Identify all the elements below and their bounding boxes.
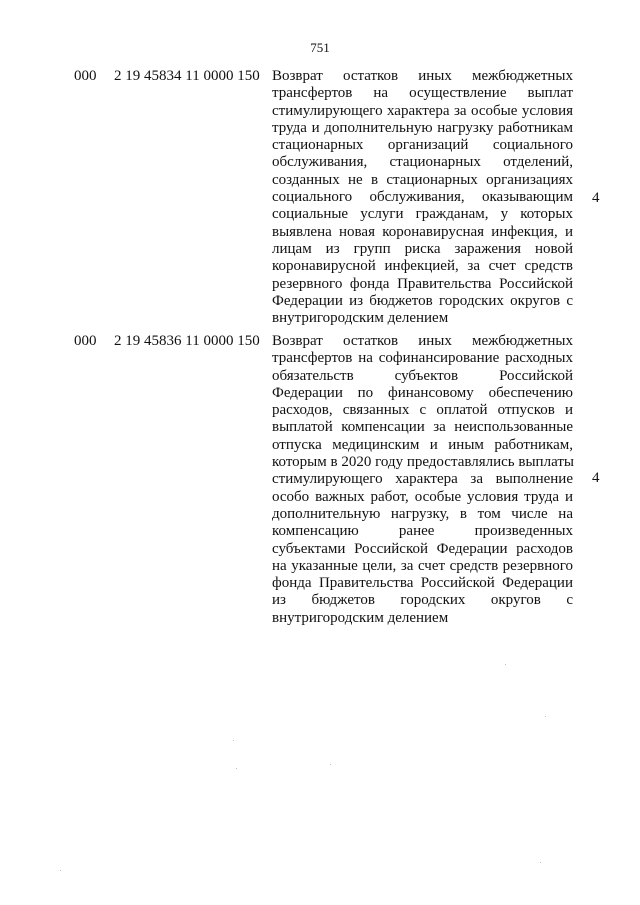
entry-value: 4 xyxy=(592,190,600,206)
scan-speck xyxy=(330,764,331,765)
description-line: Федерации из бюджетов городских округов с xyxy=(272,292,573,309)
description-line: из бюджетов городских округов с xyxy=(272,592,573,609)
description-line: трансфертов на софинансирование расходных xyxy=(272,350,573,367)
description-line: на указанные цели, за счет средств резервного xyxy=(272,557,573,574)
scan-speck xyxy=(505,664,506,665)
description-line: отпуска медицинским и иным работникам, xyxy=(272,436,573,453)
description-line: Возврат остатков иных межбюджетных xyxy=(272,333,573,349)
entry-value: 4 xyxy=(592,470,600,486)
description-line: обязательств субъектов Российской xyxy=(272,367,573,384)
description-line: фонда Правительства Российской Федерации xyxy=(272,575,573,592)
description-line: резервного фонда Правительства Российской xyxy=(272,275,573,292)
entry-description xyxy=(272,333,573,627)
description-line: выявлена новая коронавирусная инфекция, и xyxy=(272,223,573,240)
description-line: стимулирующего характера за выполнение xyxy=(272,471,573,488)
description-line: расходов, связанных с оплатой отпусков и xyxy=(272,402,573,419)
description-line: труда и дополнительную нагрузку работникам xyxy=(272,119,573,136)
description-line: стимулирующего характера за особые условия xyxy=(272,102,573,119)
description-line: субъектами Российской Федерации расходов xyxy=(272,540,573,557)
description-line: обслуживания, стационарных отделений, xyxy=(272,154,573,171)
description-line: Возврат остатков иных межбюджетных xyxy=(272,68,573,84)
description-line: особо важных работ, особые условия труда и xyxy=(272,488,573,505)
description-line: которым в 2020 году предоставлялись выплаты xyxy=(272,454,574,471)
admin-code: 000 xyxy=(74,68,97,84)
description-line: созданных не в стационарных организациях xyxy=(272,171,573,188)
budget-classification-code: 2 19 45834 11 0000 150 xyxy=(114,68,260,84)
description-line: компенсацию ранее произведенных xyxy=(272,523,573,540)
scan-speck xyxy=(236,768,237,769)
description-line: коронавирусной инфекцией, за счет средств xyxy=(272,258,573,275)
description-line: лицам из групп риска заражения новой xyxy=(272,240,573,257)
description-line: выплатой компенсации за неиспользованные xyxy=(272,419,573,436)
description-line: дополнительную нагрузку, в том числе на xyxy=(272,505,573,522)
page-number: 751 xyxy=(310,40,330,55)
scan-speck xyxy=(545,716,546,717)
description-line: трансфертов на осуществление выплат xyxy=(272,85,573,102)
entry-description xyxy=(272,68,573,327)
scan-speck xyxy=(60,870,61,871)
scan-speck xyxy=(233,740,234,741)
description-line: Федерации по финансовому обеспечению xyxy=(272,384,573,401)
scan-speck xyxy=(540,862,541,863)
description-line: социального обслуживания, оказывающим xyxy=(272,189,573,206)
description-line: внутригородским делением xyxy=(272,609,449,626)
description-line: социальные услуги гражданам, у которых xyxy=(272,206,573,223)
description-line: стационарных организаций социального xyxy=(272,137,573,154)
admin-code: 000 xyxy=(74,333,97,349)
description-line: внутригородским делением xyxy=(272,310,449,327)
budget-classification-code: 2 19 45836 11 0000 150 xyxy=(114,333,260,349)
